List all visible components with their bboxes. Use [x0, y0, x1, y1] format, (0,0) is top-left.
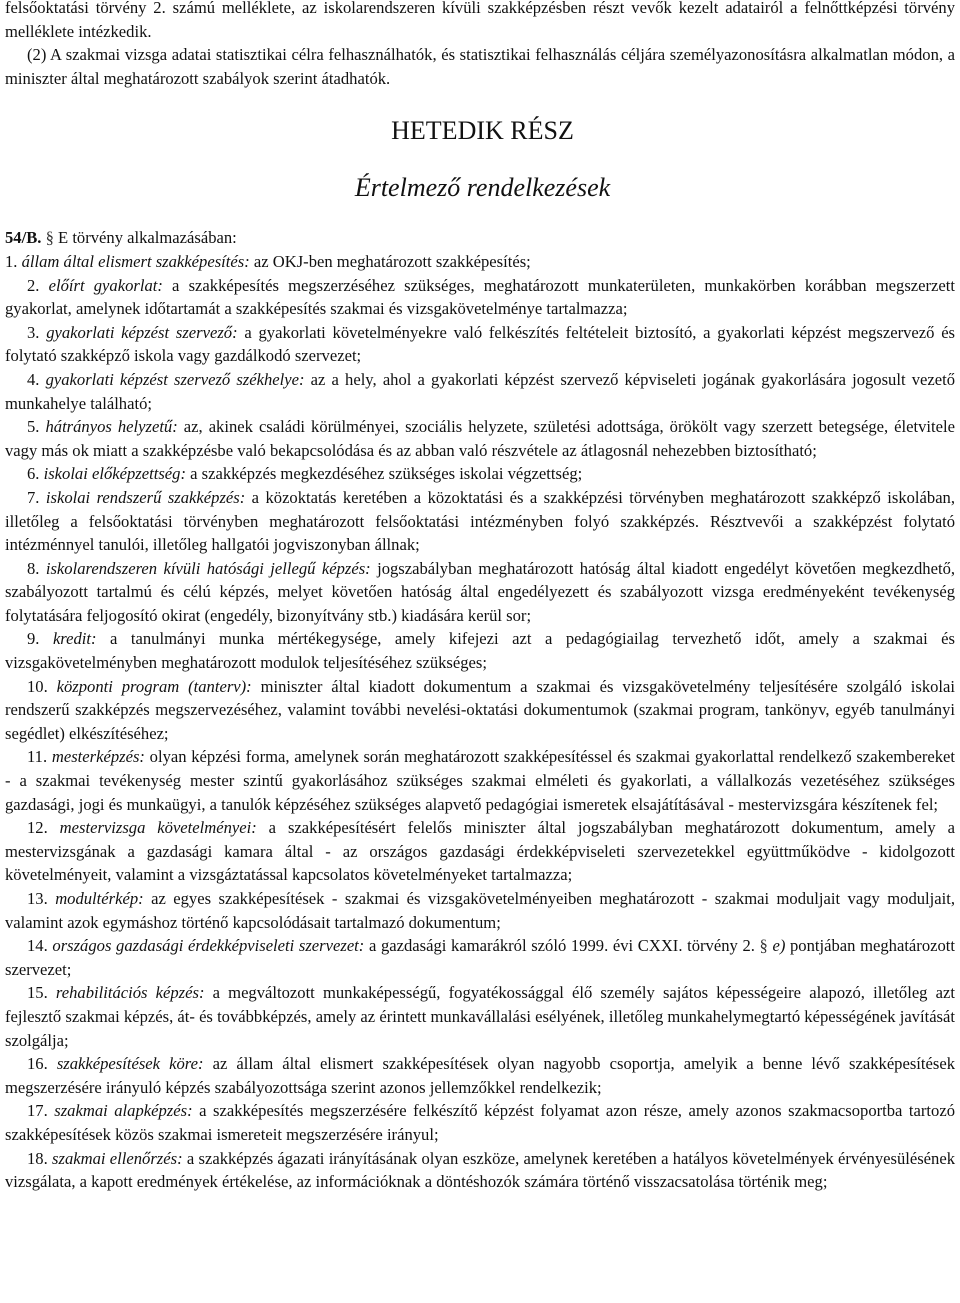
definition-text: a megváltozott munkaképességű, fogyatékossággal élő személy sajátos képességeire alapozó, illetőleg azt fejlesztő szakmai képzés, át- és továbbképzés, amely az érintett munkavállalási esélyének, illetőleg munkahelymegtartó képességének javítását szolgálja; — [5, 983, 955, 1050]
definition-text: az a hely, ahol a gyakorlati képzést szervező képviseleti jogának gyakorlására jogosult vezető munkahelye található; — [5, 369, 956, 413]
definition-number: 10. — [27, 676, 57, 696]
definition-term: kredit: — [52, 629, 97, 649]
definition-term: állam által elismert szakképesítés: — [21, 251, 250, 271]
definition-text: az egyes szakképesítések - szakmai és vizsgakövetelményeiben meghatározott - szakmai moduljait vagy moduljait, valamint azok egymáshoz történő kapcsolódásait tartalmazó dokumentum; — [5, 889, 955, 932]
definition-text: a szakképesítés megszerzéséhez szükséges, meghatározott munkaterületen, munkakörben korábban megszerzett gyakorlat, amelynek időtartamát a szakképesítés szakmai és vizsgakövetelménye tartalmazza; — [5, 275, 955, 319]
definition-item — [5, 557, 955, 628]
definition-number: 14. — [27, 936, 53, 956]
part-title: HETEDIK RÉSZ — [391, 116, 574, 146]
definition-item — [5, 981, 955, 1052]
definition-number: 1. — [5, 251, 22, 271]
definition-number: 8. — [27, 558, 46, 578]
definition-item — [5, 745, 955, 816]
definition-text-tail: pontjában meghatározott szervezet; — [5, 936, 956, 979]
point-reference: e) — [767, 936, 786, 956]
definition-text: az OKJ-ben meghatározott szakképesítés; — [249, 251, 531, 271]
definition-number: 9. — [27, 629, 53, 649]
definition-text: az, akinek családi körülményei, szociális helyzete, születési adottsága, örökölt vagy szerzett betegsége, életvitele vagy más ok miatt a szakképzésbe való bekapcsolódása és az abban való részvétele az átlagosnál nehezebben biztosítható; — [5, 417, 955, 460]
definition-text: a szakképzés megkezdéséhez szükséges iskolai végzettség; — [185, 464, 583, 484]
definition-term: gyakorlati képzést szervező székhelye: — [45, 369, 305, 389]
definition-number: 7. — [27, 487, 46, 507]
definition-term: hátrányos helyzetű: — [45, 417, 178, 437]
definition-item — [5, 887, 955, 934]
definition-item — [5, 415, 955, 462]
definition-text: olyan képzési forma, amelynek során meghatározott szakképesítéssel és szakmai gyakorlattal rendelkező szakembereket - a szakmai tevékenység mester szintű gyakorlásához szükséges szakmai elméleti és gyakorlati, a vállalkozás vezetéséhez szükséges gazdasági, jogi és munkaügyi, a tanulók képzéséhez szükséges alapvető pedagógiai ismeretek elsajátításával - mestervizsgára készítenek fel; — [5, 747, 955, 814]
definition-number: 2. — [27, 275, 49, 295]
definition-text: a szakképesítés megszerzésére felkészítő képzést folyamat azon része, amely azonos szakmacsoportba tartozó szakképesítések közös szakmai ismereteit megszerzésére irányul; — [5, 1101, 956, 1144]
definition-text: a szakképesítésért felelős miniszter által jogszabályban meghatározott dokumentum, amely a mestervizsgának a gazdasági kamara által - az országos gazdasági érdekképviseleti szervezetekkel együttműködve - kidolgozott követelményeit, valamint a vizsgáztatással kapcsolatos követelményeket tartalmazza; — [5, 818, 955, 885]
definition-text: a tanulmányi munka mértékegysége, amely kifejezi azt a pedagógiailag tervezhető időt, amely a szakmai és vizsgakövetelményben meghatározott modulok teljesítéséhez szükséges; — [5, 629, 955, 673]
top-fragment-text: felsőoktatási törvény 2. számú melléklete, az iskolarendszeren kívüli szakképzésben részt vevők kezelt adatairól a felnőttképzési törvény melléklete intézkedik. — [5, 0, 955, 41]
definitions-list — [5, 250, 955, 1194]
definition-text: a közoktatás keretében a közoktatási és a szakképzési törvényben meghatározott szakképző iskolában, illetőleg a felsőoktatási törvényben meghatározott felsőoktatási intézményben folyó szakképzés. Résztvevői a szakképzést folytató intézménnyel tanulói, illetőleg hallgatói jogviszonyban állnak; — [5, 487, 956, 555]
definition-term: központi program (tanterv): — [56, 676, 252, 696]
definition-number: 3. — [27, 322, 47, 342]
definition-term: modultérkép: — [55, 889, 144, 908]
part-subtitle: Értelmező rendelkezések — [354, 173, 611, 203]
definition-text: a szakképzés ágazati irányításának olyan eszköze, amelynek keretében a hatályos követelmények érvényesülésének vizsgálata, a kapott eredmények értékelése, az információknak a döntéshozók számára történő visszacsatolása történik meg; — [5, 1148, 955, 1192]
section-heading — [5, 226, 955, 250]
definition-item — [5, 627, 955, 674]
definition-text: miniszter által kiadott dokumentum a szakmai és vizsgakövetelmény teljesítésére szolgáló iskolai rendszerű szakképzés megszervezéséhez, valamint további nevelési-oktatási dokumentumok (szakmai program, tankönyv, egyéb tanulmányi segédlet) elkészítéséhez; — [5, 676, 956, 743]
definition-item — [5, 934, 955, 981]
definition-number: 11. — [27, 747, 52, 767]
definition-term: szakmai ellenőrzés: — [52, 1148, 183, 1168]
definition-term: gyakorlati képzést szervező: — [46, 322, 238, 342]
definition-number: 5. — [27, 417, 46, 437]
paragraph-mark: § — [759, 936, 768, 956]
definition-number: 12. — [27, 818, 60, 838]
definition-term: országos gazdasági érdekképviseleti szervezet: — [52, 936, 365, 956]
definition-number: 18. — [27, 1148, 53, 1168]
paragraph-2: (2) A szakmai vizsga adatai statisztikai célra felhasználhatók, és statisztikai felhasználás céljára személyazonosításra alkalmatlan módon, a miniszter által meghatározott szabályok szerint átadhatók. — [5, 45, 955, 88]
definition-term: mesterképzés: — [51, 747, 145, 767]
definition-item — [5, 1099, 955, 1146]
definition-item — [5, 368, 955, 415]
definition-item — [5, 675, 955, 746]
section-number: 54/B. — [5, 228, 42, 248]
definition-term: szakképesítések köre: — [56, 1054, 204, 1074]
definition-term: előírt gyakorlat: — [48, 275, 163, 295]
definition-text: a gyakorlati követelményekre való felkészítés feltételeit biztosító, a gyakorlati képzést megszervező és folytató szakképző iskola vagy gazdálkodó szervezet; — [5, 322, 956, 366]
definition-text: a gazdasági kamarákról szóló 1999. évi CXXI. törvény 2. — [364, 936, 760, 956]
definition-number: 4. — [27, 369, 46, 389]
definition-number: 15. — [27, 983, 56, 1003]
definition-item — [5, 486, 955, 557]
definition-item — [5, 1052, 955, 1099]
definition-item — [5, 1147, 955, 1194]
definition-item — [5, 321, 955, 368]
definition-number: 16. — [27, 1054, 57, 1074]
definition-term: iskolai rendszerű szakképzés: — [45, 487, 246, 507]
definition-item — [5, 274, 955, 321]
definition-item — [5, 816, 955, 887]
section-intro: E törvény alkalmazásában: — [58, 228, 237, 248]
definition-text: jogszabályban meghatározott hatóság által kiadott engedélyt követően megkezdhető, szabályozott tartalmú és célú képzés, melyet követően hatóság által engedélyezett és szabályozott vizsga eredményeként tevékenység folytatására feljogosító okirat (engedély, bizonyítvány stb.) kiadására kerül sor; — [5, 558, 956, 625]
definition-term: iskolarendszeren kívüli hatósági jellegű képzés: — [45, 558, 371, 578]
definition-term: mestervizsga követelményei: — [59, 818, 257, 838]
definition-number: 13. — [27, 889, 56, 908]
definition-item — [5, 462, 955, 486]
definition-term: iskolai előképzettség: — [43, 464, 186, 484]
paragraph-mark: § — [45, 228, 54, 248]
definition-term: rehabilitációs képzés: — [55, 983, 205, 1003]
definition-text: az állam által elismert szakképesítések olyan nagyobb csoportja, amelyik a benne lévő szakképesítések megszerzésére irányuló képzés szabályozottsága szerint azonos jellemzőkkel rendelkezik; — [5, 1054, 956, 1097]
definition-item — [5, 250, 955, 274]
definition-term: szakmai alapképzés: — [54, 1101, 193, 1121]
definition-number: 6. — [27, 464, 44, 484]
definition-number: 17. — [27, 1101, 55, 1121]
